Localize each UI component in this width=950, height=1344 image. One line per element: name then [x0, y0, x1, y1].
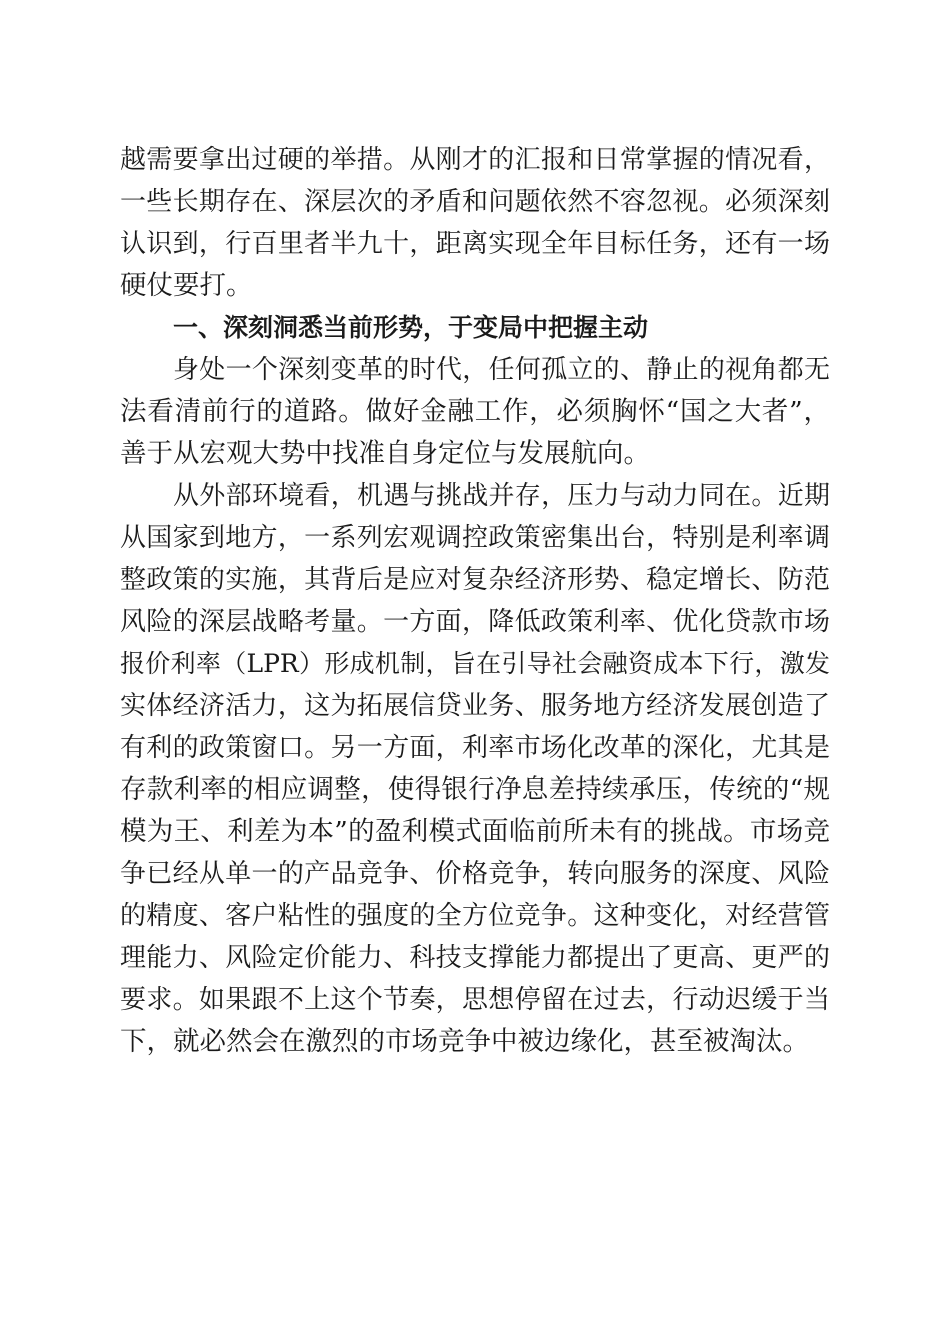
paragraph-line: 模为王、利差为本”的盈利模式面临前所未有的挑战。市场竞 — [120, 816, 830, 847]
paragraph-line: 法看清前行的道路。做好金融工作，必须胸怀“国之大者”， — [120, 396, 830, 427]
paragraph-line: 从外部环境看，机遇与挑战并存，压力与动力同在。近期 — [173, 481, 830, 511]
paragraph-line: 风险的深层战略考量。一方面，降低政策利率、优化贷款市场 — [120, 607, 830, 637]
paragraph-line: 整政策的实施，其背后是应对复杂经济形势、稳定增长、防范 — [120, 565, 830, 595]
paragraph-line: 报价利率（LPR）形成机制，旨在引导社会融资成本下行，激发 — [120, 649, 830, 678]
paragraph-line: 有利的政策窗口。另一方面，利率市场化改革的深化，尤其是 — [120, 733, 830, 763]
document-body — [120, 139, 830, 1063]
paragraph-line: 身处一个深刻变革的时代，任何孤立的、静止的视角都无 — [173, 355, 830, 385]
paragraph-line: 硬仗要打。 — [120, 270, 253, 301]
paragraph-line: 一些长期存在、深层次的矛盾和问题依然不容忽视。必须深刻 — [120, 187, 830, 217]
paragraph-line: 认识到，行百里者半九十，距离实现全年目标任务，还有一场 — [120, 229, 830, 259]
paragraph-line: 越需要拿出过硬的举措。从刚才的汇报和日常掌握的情况看， — [120, 145, 830, 175]
paragraph-line: 存款利率的相应调整，使得银行净息差持续承压，传统的“规 — [120, 774, 830, 805]
paragraph-line: 下，就必然会在激烈的市场竞争中被边缘化，甚至被淘汰。 — [120, 1026, 809, 1057]
paragraph-line: 善于从宏观大势中找准自身定位与发展航向。 — [120, 438, 650, 469]
paragraph-line: 要求。如果跟不上这个节奏，思想停留在过去，行动迟缓于当 — [120, 985, 830, 1015]
paragraph-line: 理能力、风险定价能力、科技支撑能力都提出了更高、更严的 — [120, 943, 830, 973]
paragraph-line: 从国家到地方，一系列宏观调控政策密集出台，特别是利率调 — [120, 523, 830, 553]
section-heading: 一、深刻洞悉当前形势，于变局中把握主动 — [173, 313, 649, 342]
paragraph-line: 实体经济活力，这为拓展信贷业务、服务地方经济发展创造了 — [120, 691, 830, 721]
paragraph-line: 的精度、客户粘性的强度的全方位竞争。这种变化，对经营管 — [120, 901, 830, 931]
paragraph-line: 争已经从单一的产品竞争、价格竞争，转向服务的深度、风险 — [120, 859, 830, 889]
